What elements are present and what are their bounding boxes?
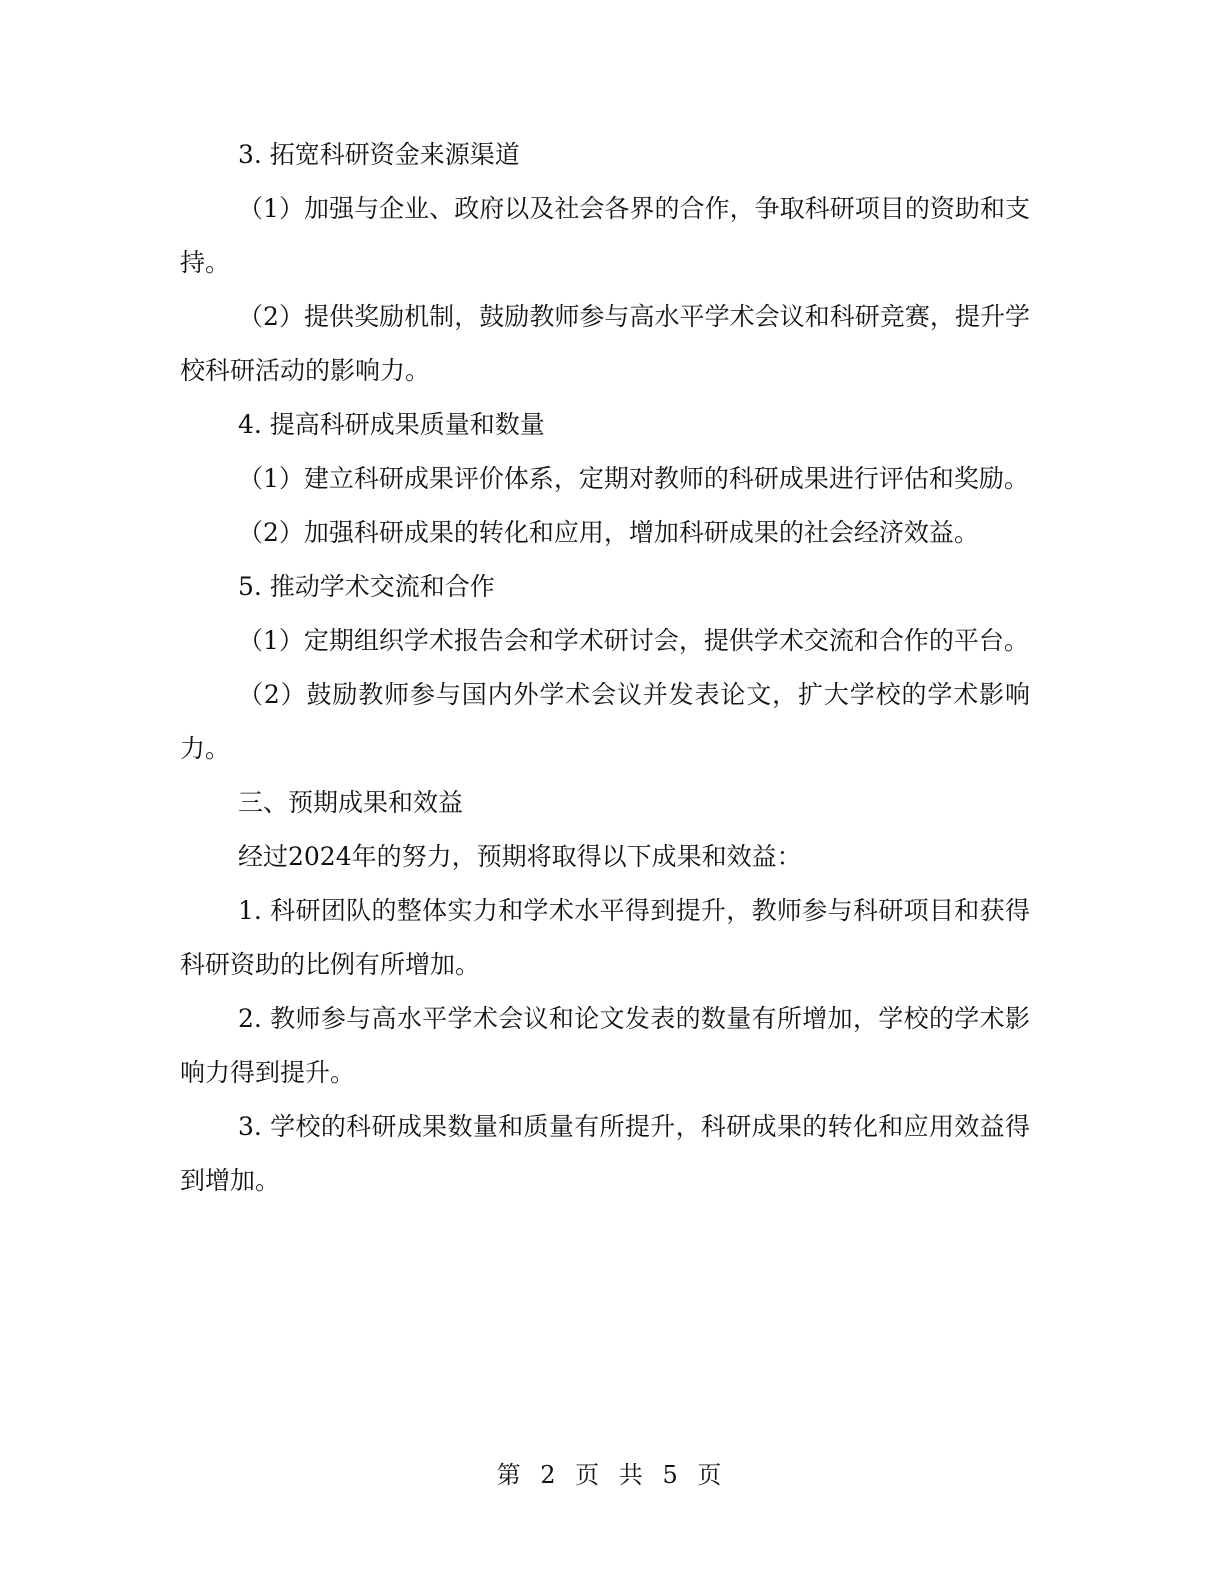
page-number-footer: 第 2 页 共 5 页	[496, 1461, 728, 1489]
paragraph-5-1: （1）定期组织学术报告会和学术研讨会，提供学术交流和合作的平台。	[238, 626, 1029, 655]
paragraph-3-2: （2）提供奖励机制，鼓励教师参与高水平学术会议和科研竞赛，提升学校科研活动的影响力。	[180, 302, 1030, 385]
paragraph-result-3: 3. 学校的科研成果数量和质量有所提升，科研成果的转化和应用效益得到增加。	[180, 1112, 1030, 1195]
document-body	[180, 128, 1030, 1208]
paragraph-4-2: （2）加强科研成果的转化和应用，增加科研成果的社会经济效益。	[238, 518, 979, 547]
heading-item-5: 5. 推动学术交流和合作	[238, 572, 495, 601]
paragraph-result-1: 1. 科研团队的整体实力和学术水平得到提升，教师参与科研项目和获得科研资助的比例有所增加。	[180, 896, 1030, 979]
heading-item-3: 3. 拓宽科研资金来源渠道	[238, 140, 520, 169]
paragraph-4-1: （1）建立科研成果评价体系，定期对教师的科研成果进行评估和奖励。	[238, 464, 1029, 493]
paragraph-3-1: （1）加强与企业、政府以及社会各界的合作，争取科研项目的资助和支持。	[180, 194, 1030, 277]
paragraph-5-2: （2）鼓励教师参与国内外学术会议并发表论文，扩大学校的学术影响力。	[180, 680, 1030, 763]
paragraph-result-2: 2. 教师参与高水平学术会议和论文发表的数量有所增加，学校的学术影响力得到提升。	[180, 1004, 1030, 1087]
heading-item-4: 4. 提高科研成果质量和数量	[238, 410, 545, 439]
section-heading-3: 三、预期成果和效益	[238, 788, 464, 817]
paragraph-intro: 经过2024年的努力，预期将取得以下成果和效益：	[238, 842, 802, 871]
